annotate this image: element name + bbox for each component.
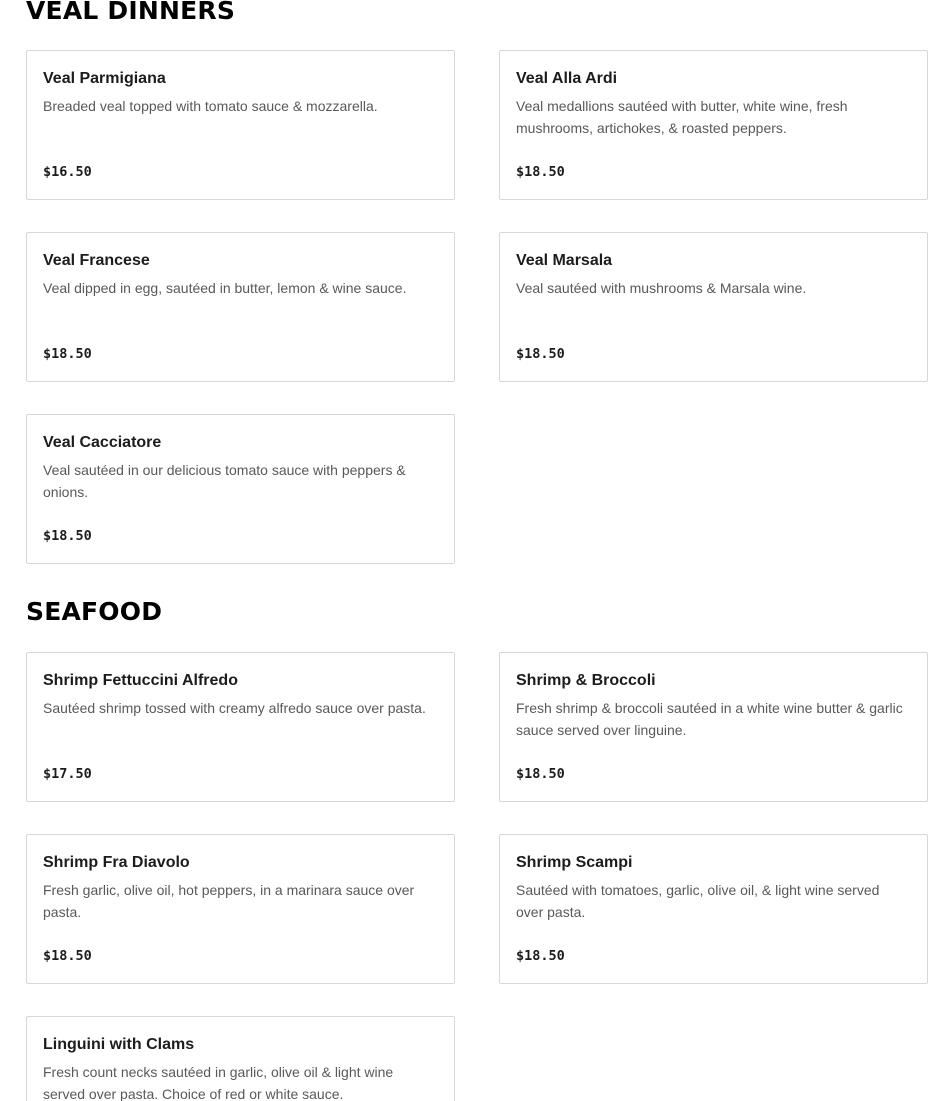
menu-item-price: $18.50 (43, 528, 92, 544)
menu-item-description: Fresh garlic, olive oil, hot peppers, in a marinara sauce over pasta. (43, 882, 415, 920)
menu-item-card[interactable] (26, 1016, 455, 1101)
menu-item-name: Linguini with Clams (43, 1036, 195, 1053)
menu-item-name: Veal Parmigiana (43, 70, 166, 87)
menu-item-price: $16.50 (43, 164, 92, 180)
menu-item-description: Veal sautéed with mushrooms & Marsala wine. (516, 280, 807, 296)
menu-item-description: Veal medallions sautéed with butter, white wine, fresh mushrooms, artichokes, & roasted peppers. (516, 98, 848, 136)
menu-item-name: Shrimp & Broccoli (516, 672, 656, 689)
menu-item-name: Shrimp Scampi (516, 854, 633, 871)
section-title-veal-dinners: VEAL DINNERS (26, 0, 236, 25)
menu-item-name: Veal Marsala (516, 252, 613, 269)
menu-item-name: Veal Francese (43, 252, 150, 269)
menu-item-description: Sautéed shrimp tossed with creamy alfredo sauce over pasta. (43, 700, 426, 716)
menu-item-card[interactable] (499, 50, 928, 200)
menu-item-card[interactable] (26, 232, 455, 382)
menu-item-description: Fresh count necks sautéed in garlic, olive oil & light wine served over pasta. Choice of red or white sauce. (43, 1064, 394, 1101)
menu-item-card[interactable] (26, 652, 455, 802)
menu-item-price: $18.50 (43, 346, 92, 362)
menu-item-card[interactable] (26, 834, 455, 984)
menu-item-name: Veal Alla Ardi (516, 70, 618, 87)
menu-item-name: Veal Cacciatore (43, 434, 162, 451)
menu-item-card[interactable] (499, 834, 928, 984)
menu-item-name: Shrimp Fettuccini Alfredo (43, 672, 238, 689)
menu-item-price: $18.50 (516, 766, 565, 782)
menu-item-price: $18.50 (43, 948, 92, 964)
menu-item-description: Breaded veal topped with tomato sauce & mozzarella. (43, 98, 378, 114)
menu-item-card[interactable] (26, 414, 455, 564)
menu-item-card[interactable] (26, 50, 455, 200)
menu-item-card[interactable] (499, 652, 928, 802)
menu-item-description: Veal dipped in egg, sautéed in butter, lemon & wine sauce. (43, 280, 407, 296)
menu-item-price: $18.50 (516, 346, 565, 362)
section-title-seafood: SEAFOOD (26, 597, 163, 626)
menu-item-description: Fresh shrimp & broccoli sautéed in a white wine butter & garlic sauce served over linguine. (516, 700, 903, 738)
menu-item-name: Shrimp Fra Diavolo (43, 854, 190, 871)
menu-item-price: $17.50 (43, 766, 92, 782)
menu-item-price: $18.50 (516, 164, 565, 180)
menu-item-description: Sautéed with tomatoes, garlic, olive oil, & light wine served over pasta. (516, 882, 880, 920)
menu-item-price: $18.50 (516, 948, 565, 964)
menu-item-card[interactable] (499, 232, 928, 382)
menu-item-description: Veal sautéed in our delicious tomato sauce with peppers & onions. (43, 462, 406, 500)
